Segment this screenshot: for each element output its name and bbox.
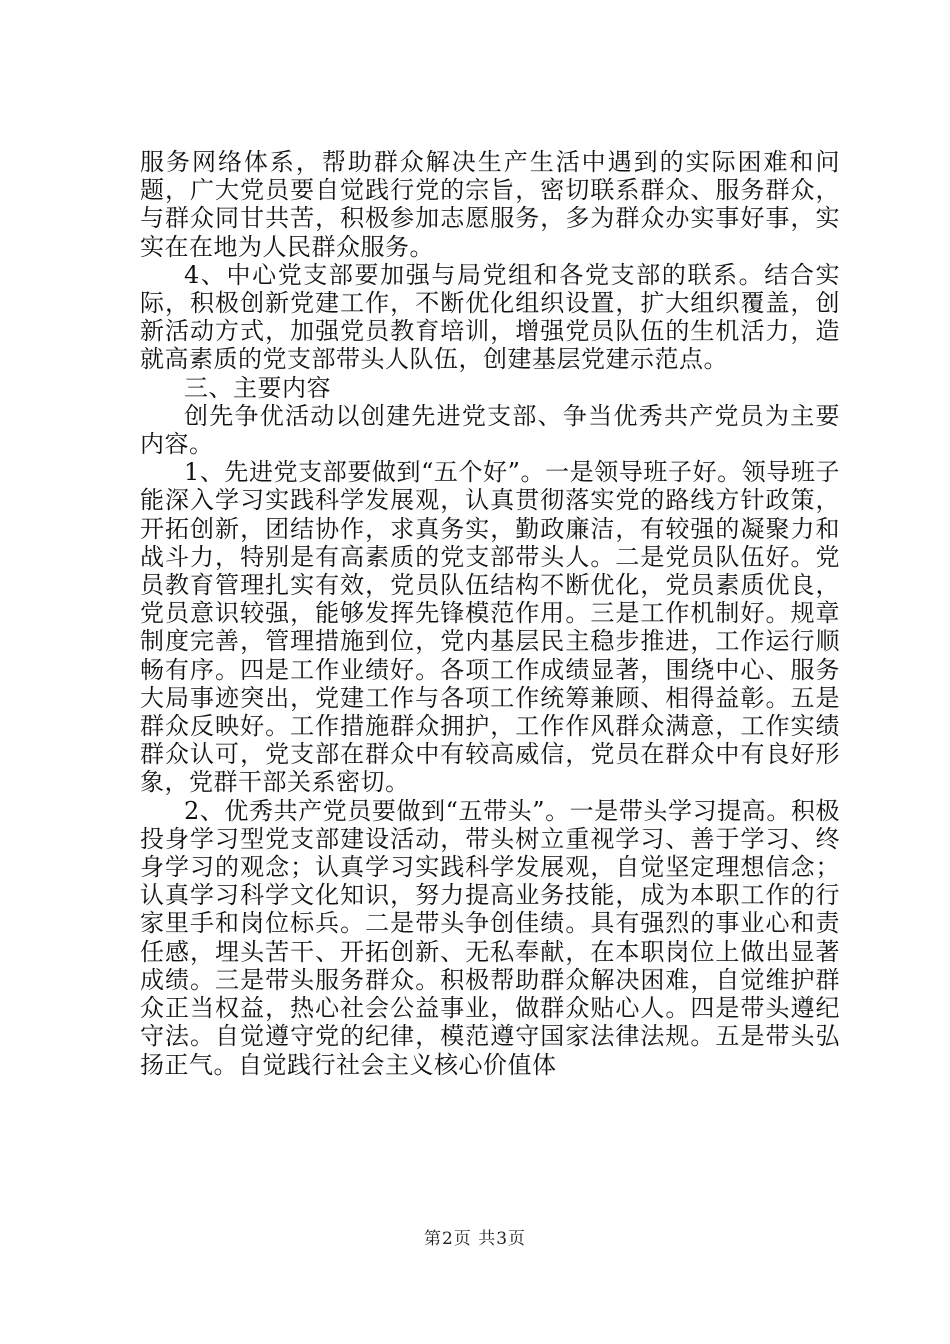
paragraph-4: 1、先进党支部要做到“五个好”。一是领导班子好。领导班子能深入学习实践科学发展观，认真贯彻落实党的路线方针政策，开拓创新，团结协作，求真务实，勤政廉洁，有较强的凝聚力和战斗力，特别是有高素质的党支部带头人。二是党员队伍好。党员教育管理扎实有效，党员队伍结构不断优化，党员素质优良，党员意识较强，能够发挥先锋模范作用。三是工作机制好。规章制度完善，管理措施到位，党内基层民主稳步推进，工作运行顺畅有序。四是工作业绩好。各项工作成绩显著，围绕中心、服务大局事迹突出，党建工作与各项工作统筹兼顾、相得益彰。五是群众反映好。工作措施群众拥护，工作作风群众满意，工作实绩群众认可，党支部在群众中有较高威信，党员在群众中有良好形象，党群干部关系密切。 (140, 458, 840, 797)
paragraph-3: 创先争优活动以创建先进党支部、争当优秀共产党员为主要内容。 (140, 401, 840, 459)
page-number-footer: 第2页 共3页 (423, 1229, 527, 1249)
paragraph-5: 2、优秀共产党员要做到“五带头”。一是带头学习提高。积极投身学习型党支部建设活动，带头树立重视学习、善于学习、终身学习的观念；认真学习实践科学发展观，自觉坚定理想信念；认真学习科学文化知识，努力提高业务技能，成为本职工作的行家里手和岗位标兵。二是带头争创佳绩。具有强烈的事业心和责任感，埋头苦干、开拓创新、无私奉献，在本职岗位上做出显著成绩。三是带头服务群众。积极帮助群众解决困难，自觉维护群众正当权益，热心社会公益事业，做群众贴心人。四是带头遵纪守法。自觉遵守党的纪律，模范遵守国家法律法规。五是带头弘扬正气。自觉践行社会主义核心价值体 (140, 796, 840, 1079)
document-body (140, 148, 840, 1079)
section-heading: 三、主要内容 (184, 373, 331, 402)
paragraph-2: 4、中心党支部要加强与局党组和各党支部的联系。结合实际，积极创新党建工作，不断优化组织设置，扩大组织覆盖，创新活动方式，加强党员教育培训，增强党员队伍的生机活力，造就高素质的党支部带头人队伍，创建基层党建示范点。 (140, 260, 840, 374)
paragraph-1: 服务网络体系，帮助群众解决生产生活中遇到的实际困难和问题，广大党员要自觉践行党的宗旨，密切联系群众、服务群众，与群众同甘共苦，积极参加志愿服务，多为群众办实事好事，实实在在地为人民群众服务。 (140, 148, 840, 261)
